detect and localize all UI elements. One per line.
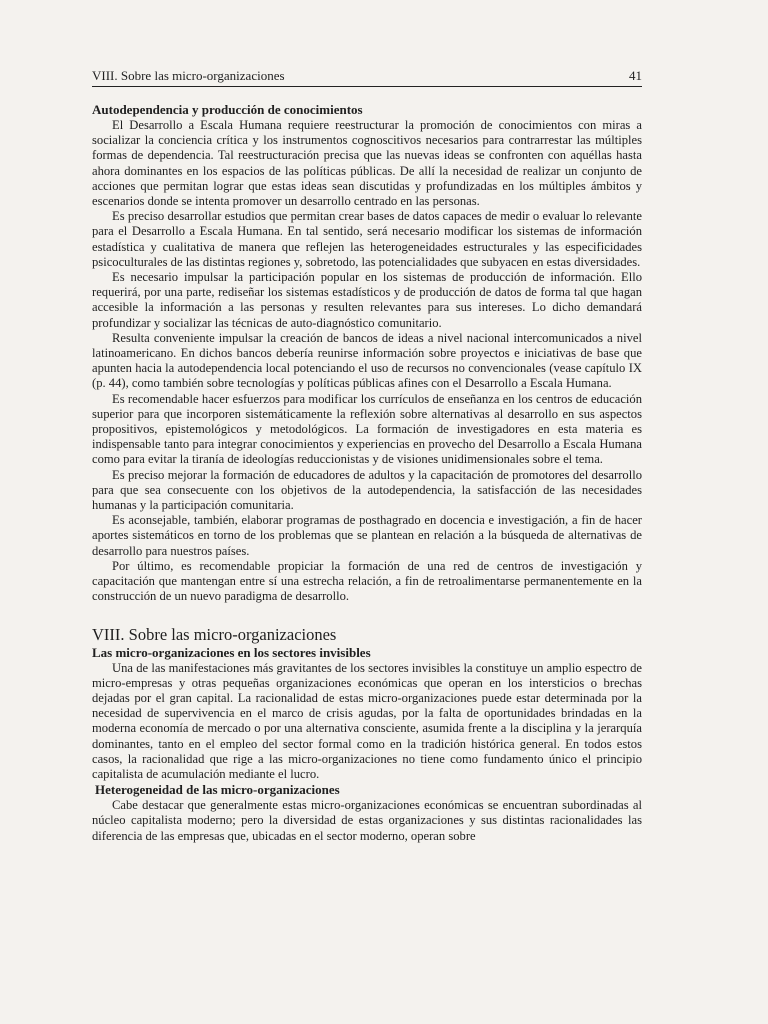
paragraph: Es preciso desarrollar estudios que permitan crear bases de datos capaces de medir o evaluar lo relevante para el Desarrollo a Escala Humana. En tal sentido, será necesario modificar los sistemas de información estadística y cualitativa de manera que reflejen las heterogeneidades estructurales y las especificidades psicoculturales de las distintas regiones y, sobretodo, las potencialidades que subyacen en estas diversidades. [92, 209, 642, 269]
paragraph: Una de las manifestaciones más gravitantes de los sectores invisibles la constituye un amplio espectro de micro-empresas y otras pequeñas organizaciones económicas que operan en los intersticios o brechas dejadas por el gran capital. La racionalidad de estas micro-organizaciones puede estar determinada por la necesidad de supervivencia en el marco de crisis agudas, por la falta de oportunidades brindadas en la moderna economía de mercado o por una alternativa consciente, asumida frente a la disciplina y la jerarquía dominantes, tanto en el empleo del sector formal como en la tradición histórica general. En todos estos casos, la racionalidad que rige a las micro-organizaciones no tiene como fundamento único el principio capitalista de acumulación mediante el lucro. [92, 660, 642, 781]
running-header-title: VIII. Sobre las micro-organizaciones [92, 68, 285, 83]
paragraph: Es recomendable hacer esfuerzos para modificar los currículos de enseñanza en los centros de educación superior para que incorporen sistemáticamente la reflexión sobre alternativas al desarrollo en sus aspectos propositivos, epistemológicos y metodológicos. La formación de investigadores en esta materia es indispensable tanto para integrar conocimientos y experiencias en provecho del Desarrollo a Escala Humana como para evitar la tiranía de ideologías reduccionistas y de visiones unidimensionales sobre el tema. [92, 391, 642, 467]
paragraph: Es aconsejable, también, elaborar programas de posthagrado en docencia e investigación, a fin de hacer aportes sistemáticos en torno de los problemas que se plantean en relación a la búsqueda de alternativas de desarrollo para nuestros países. [92, 513, 642, 558]
paragraph: Es necesario impulsar la participación popular en los sistemas de producción de información. Ello requerirá, por una parte, rediseñar los sistemas estadísticos y de producción de datos de forma tal que hagan accesible la información a las personas y resulten relevantes para sus intereses. Lo dicho demandará profundizar y socializar las técnicas de auto-diagnóstico comunitario. [92, 270, 642, 330]
page-number: 41 [629, 68, 642, 83]
subsection-title-autodependencia: Autodependencia y producción de conocimientos [92, 102, 363, 117]
page-body [92, 102, 642, 844]
paragraph: El Desarrollo a Escala Humana requiere reestructurar la promoción de conocimientos con miras a socializar la conciencia crítica y los instrumentos cognoscitivos necesarios para contrarrestar las múltiples formas de dependencia. Tal reestructuración precisa que las nuevas ideas se confronten con aquéllas hasta ahora dominantes en los espacios de las políticas públicas. De allí la necesidad de realizar un conjunto de acciones que permitan lograr que estas ideas sean discutidas y profundizadas en los múltiples ámbitos y escenarios donde se intenta promover un desarrollo centrado en las personas. [92, 118, 642, 209]
section-title-micro-organizaciones: VIII. Sobre las micro-organizaciones [92, 624, 337, 644]
paragraph: Por último, es recomendable propiciar la formación de una red de centros de investigación y capacitación que mantengan entre sí una estrecha relación, a fin de retroalimentarse permanentemente en la construcción de un nuevo paradigma de desarrollo. [92, 558, 642, 604]
subsection-title-heterogeneidad: Heterogeneidad de las micro-organizaciones [95, 782, 340, 798]
paragraph: Cabe destacar que generalmente estas micro-organizaciones económicas se encuentran subordinadas al núcleo capitalista moderno; pero la diversidad de estas organizaciones y sus distintas racionalidades las diferencia de las empresas que, ubicadas en el sector moderno, operan sobre [92, 798, 642, 843]
subsection-title-sectores-invisibles: Las micro-organizaciones en los sectores invisibles [92, 644, 371, 660]
running-header [92, 68, 642, 87]
paragraph: Resulta conveniente impulsar la creación de bancos de ideas a nivel nacional intercomunicados a nivel latinoamericano. En dichos bancos debería reunirse información sobre proyectos e iniciativas de base que apunten hacia la autodependencia local potenciando el uso de recursos no convencionales (vease capítulo IX (p. 44), como también sobre tecnologías y políticas públicas afines con el Desarrollo a Escala Humana. [92, 330, 642, 391]
paragraph: Es preciso mejorar la formación de educadores de adultos y la capacitación de promotores del desarrollo para que sea consecuente con los objetivos de la autodependencia, la satisfacción de las necesidades humanas y la participación comunitaria. [92, 467, 642, 513]
